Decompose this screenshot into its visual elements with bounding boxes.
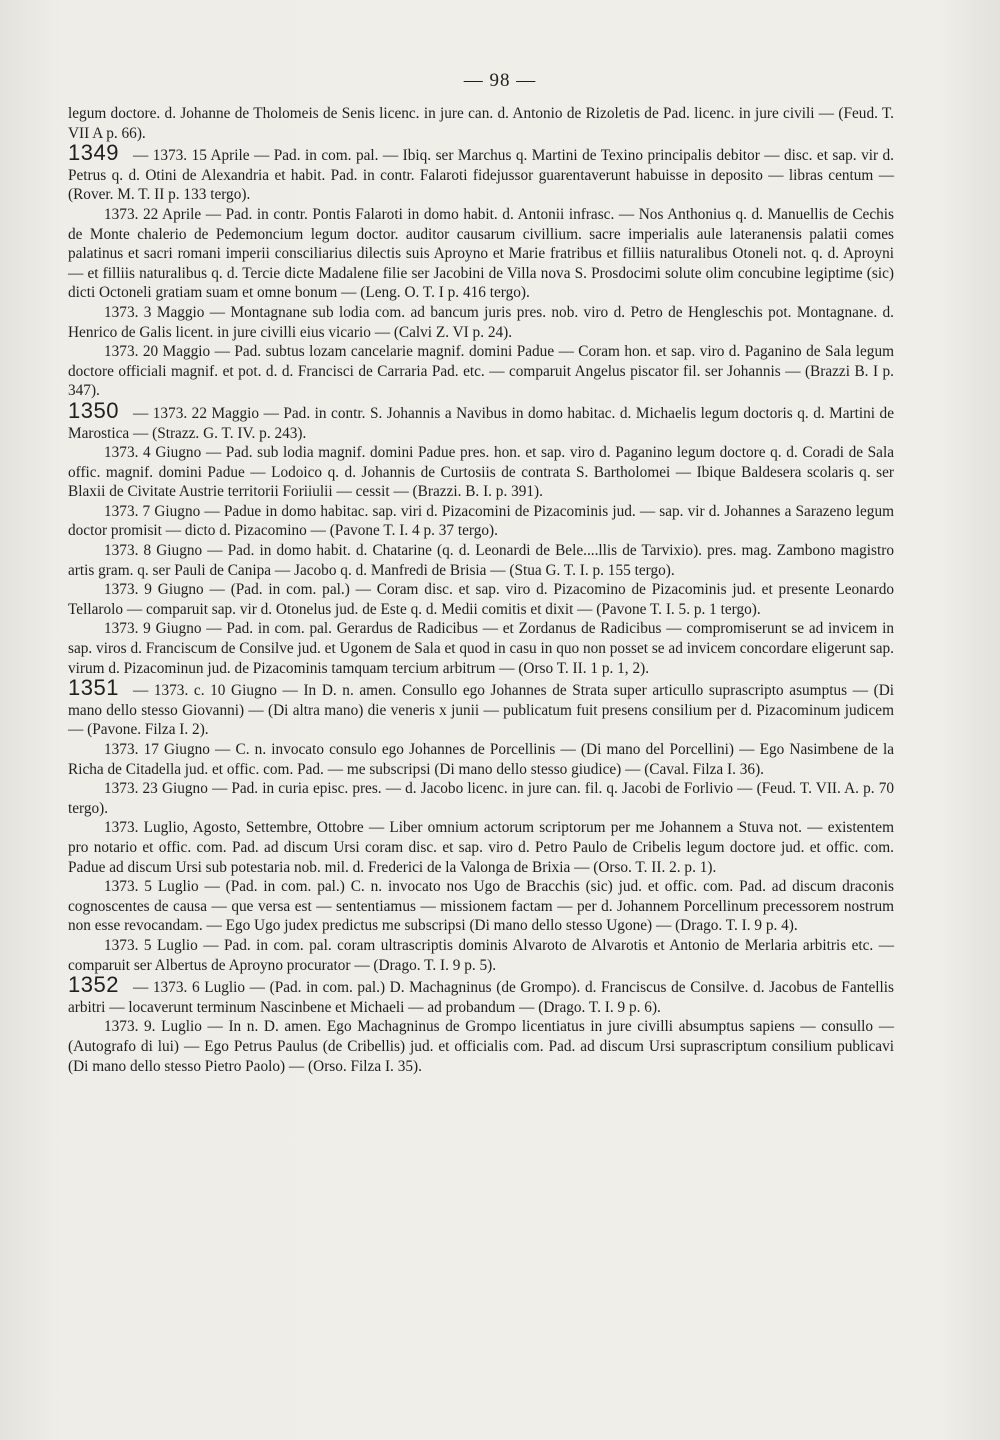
document-paragraph	[68, 1017, 894, 1076]
document-paragraph	[68, 303, 894, 342]
document-paragraph	[68, 541, 894, 580]
document-paragraph	[68, 740, 894, 779]
entry-text: 1373. 20 Maggio — Pad. subtus lozam cancelarie magnif. domini Padue — Coram hon. et sap. viro d. Paganino de Sala legum doctore officiali magnif. et pot. d. d. Francisci de Carraria Pad. etc. — comparuit Angelus piscator fil. ser Johannis — (Brazzi B. I p. 347).	[68, 343, 894, 400]
entry-number: 1352	[68, 972, 119, 998]
entry-text: — 1373. 6 Luglio — (Pad. in com. pal.) D. Machagninus (de Grompo). d. Franciscus de Consilve. d. Jacobus de Fantellis arbitri — locaverunt terminum Nascinbene et Michaeli — ad probandum — (Drago. T. I. 9 p. 6).	[68, 979, 894, 1016]
page-number: — 98 —	[463, 70, 537, 91]
entry-number: 1350	[68, 397, 119, 423]
entry-text: 1373. 17 Giugno — C. n. invocato consulo ego Johannes de Porcellinis — (Di mano del Porcellini) — Ego Nasimbene de la Richa de Citadella jud. et offic. com. Pad. — me subscripsi (Di mano dello stesso giudice) — (Caval. Filza I. 36).	[68, 741, 894, 778]
entry-text: 1373. 9. Luglio — In n. D. amen. Ego Machagninus de Grompo licentiatus in jure civilli absumptus sapiens — consullo — (Autografo di lui) — Ego Petrus Paulus (de Cribellis) jud. et officialis com. Pad. ad discum Ursi suprascriptum consilium publicavi (Di mano dello stesso Pietro Paolo) — (Orso. Filza I. 35).	[68, 1018, 894, 1075]
document-paragraph	[68, 342, 894, 401]
entry-text: legum doctore. d. Johanne de Tholomeis de Senis licenc. in jure can. d. Antonio de Rizoletis de Pad. licenc. in jure civili — (Feud. T. VII A p. 66).	[68, 105, 894, 142]
entry-text: — 1373. 15 Aprile — Pad. in com. pal. — Ibiq. ser Marchus q. Martini de Texino principalis debitor — disc. et sap. vir d. Petrus q. d. Otini de Alexandria et habit. Pad. in contr. Falaroti fidejussor guarentaverunt habuisse in deposito — libras centum — (Rover. M. T. II p. 133 tergo).	[68, 147, 894, 204]
numbered-entry	[68, 397, 894, 443]
entry-text: 1373. 22 Aprile — Pad. in contr. Pontis Falaroti in domo habit. d. Antonii infrasc. — Nos Anthonius q. d. Manuellis de Cechis de Monte chalerio de Pedemoncium legum doctor. auditor causarum civillium. sacre imperialis aule lateranensis palatii comes palatinus et sacri romani imperii consciliarius dilectis suis Aproyno et Marie fratribus et filliis naturalibus Otoneli not. q. d. Aproyni — et filliis naturalibus q. d. Tercie dicte Madalene filie ser Jacobini de Villa nova S. Prosdocimi solute olim concubine legiptime (sic) dicti Octoneli gratiam suam et omne bonum — (Leng. O. T. I p. 416 tergo).	[68, 205, 894, 302]
document-paragraph	[68, 779, 894, 818]
document-paragraph	[68, 502, 894, 541]
entry-text: 1373. Luglio, Agosto, Settembre, Ottobre — Liber omnium actorum scriptorum per me Johannem a Stuva not. — existentem pro notario et offic. com. Pad. ad discum Ursi coram disc. et sap. viro d. Petro Paulo de Cribelis legum doctore jud. et offic. com. Padue ad discum Ursi sub potestaria nob. mil. d. Frederici de la Valonga de Brixia — (Orso. T. II. 2. p. 1).	[68, 819, 894, 876]
document-paragraph	[68, 936, 894, 975]
entry-number: 1351	[68, 675, 119, 701]
entry-text: — 1373. 22 Maggio — Pad. in contr. S. Johannis a Navibus in domo habitac. d. Michaelis legum doctoris q. d. Martini de Marostica — (Strazz. G. T. IV. p. 243).	[68, 404, 894, 442]
document-body	[68, 104, 894, 1076]
document-paragraph	[68, 877, 894, 936]
document-paragraph	[68, 580, 894, 619]
entry-text: 1373. 23 Giugno — Pad. in curia episc. pres. — d. Jacobo licenc. in jure can. fil. q. Jacobi de Forlivio — (Feud. T. VII. A. p. 70 tergo).	[68, 780, 894, 817]
entry-text: 1373. 5 Luglio — Pad. in com. pal. coram ultrascriptis dominis Alvaroto de Alvarotis et Antonio de Merlaria arbitris etc. — comparuit ser Albertus de Aproyno procurator — (Drago. T. I. 9 p. 5).	[68, 936, 894, 974]
document-paragraph	[68, 443, 894, 502]
entry-number: 1349	[68, 140, 119, 166]
entry-text: 1373. 4 Giugno — Pad. sub lodia magnif. domini Padue pres. hon. et sap. viro d. Paganino legum doctore q. d. Coradi de Sala offic. magnif. domini Padue — Lodoico q. d. Johannis de Curtosiis de contrata S. Bartholomei — Ibique Baldesera scolaris q. ser Blaxii de Civitate Austrie territorii Foriiulii — cessit — (Brazzi. B. I. p. 391).	[68, 444, 894, 501]
numbered-entry	[68, 972, 894, 1017]
numbered-entry	[68, 140, 894, 205]
entry-text: — 1373. c. 10 Giugno — In D. n. amen. Consullo ego Johannes de Strata super articullo suprascripto asumptus — (Di mano dello stesso Giovanni) — (Di altra mano) die veneris x junii — publicatum fuit presens consilium per d. Pizacominum judicem — (Pavone. Filza I. 2).	[68, 682, 894, 739]
document-paragraph	[68, 818, 894, 877]
entry-text: 1373. 9 Giugno — Pad. in com. pal. Gerardus de Radicibus — et Zordanus de Radicibus — compromiserunt se ad invicem in sap. viros d. Franciscum de Consilve jud. et Ugonem de Sala et quod in casu in quo non posset se ad invicem concordare eligerunt sap. virum d. Pizacominun jud. de Pizacominis tamquam tercium arbitrum — (Orso T. II. 1 p. 1, 2).	[68, 620, 894, 677]
document-paragraph	[68, 619, 894, 678]
entry-text: 1373. 7 Giugno — Padue in domo habitac. sap. viri d. Pizacomini de Pizacominis jud. — sap. vir d. Johannes a Sarazeno legum doctor promisit — dicto d. Pizacomino — (Pavone T. I. 4 p. 37 tergo).	[68, 502, 894, 540]
entry-text: 1373. 9 Giugno — (Pad. in com. pal.) — Coram disc. et sap. viro d. Pizacomino de Pizacominis jud. et presente Leonardo Tellarolo — comparuit sap. vir d. Otonelus jud. de Este q. d. Medii comitis et dixit — (Pavone T. I. 5. p. 1 tergo).	[68, 581, 894, 618]
entry-text: 1373. 3 Maggio — Montagnane sub lodia com. ad bancum juris pres. nob. viro d. Petro de Hengleschis pot. Montagnane. d. Henrico de Galis licent. in jure civilli eius vicario — (Calvi Z. VI p. 24).	[68, 303, 894, 341]
numbered-entry	[68, 675, 894, 740]
entry-text: 1373. 5 Luglio — (Pad. in com. pal.) C. n. invocato nos Ugo de Bracchis (sic) jud. et offic. com. Pad. ad discum draconis cognoscentes de causa — que versa est — sententiamus — missionem factam — per d. Johannem Porcellinum precessorem nostrum non esse revocandam. — Ego Ugo judex predictus me subscripsi (Di mano dello stesso Ugone) — (Drago. T. I. 9 p. 4).	[68, 878, 894, 935]
document-paragraph	[68, 104, 894, 143]
entry-text: 1373. 8 Giugno — Pad. in domo habit. d. Chatarine (q. d. Leonardi de Bele....llis de Tarvixio). pres. mag. Zambono magistro artis gram. q. ser Pauli de Canipa — Jacobo q. d. Manfredi de Brisia — (Stua G. T. I. p. 155 tergo).	[68, 542, 894, 579]
document-paragraph	[68, 205, 894, 303]
